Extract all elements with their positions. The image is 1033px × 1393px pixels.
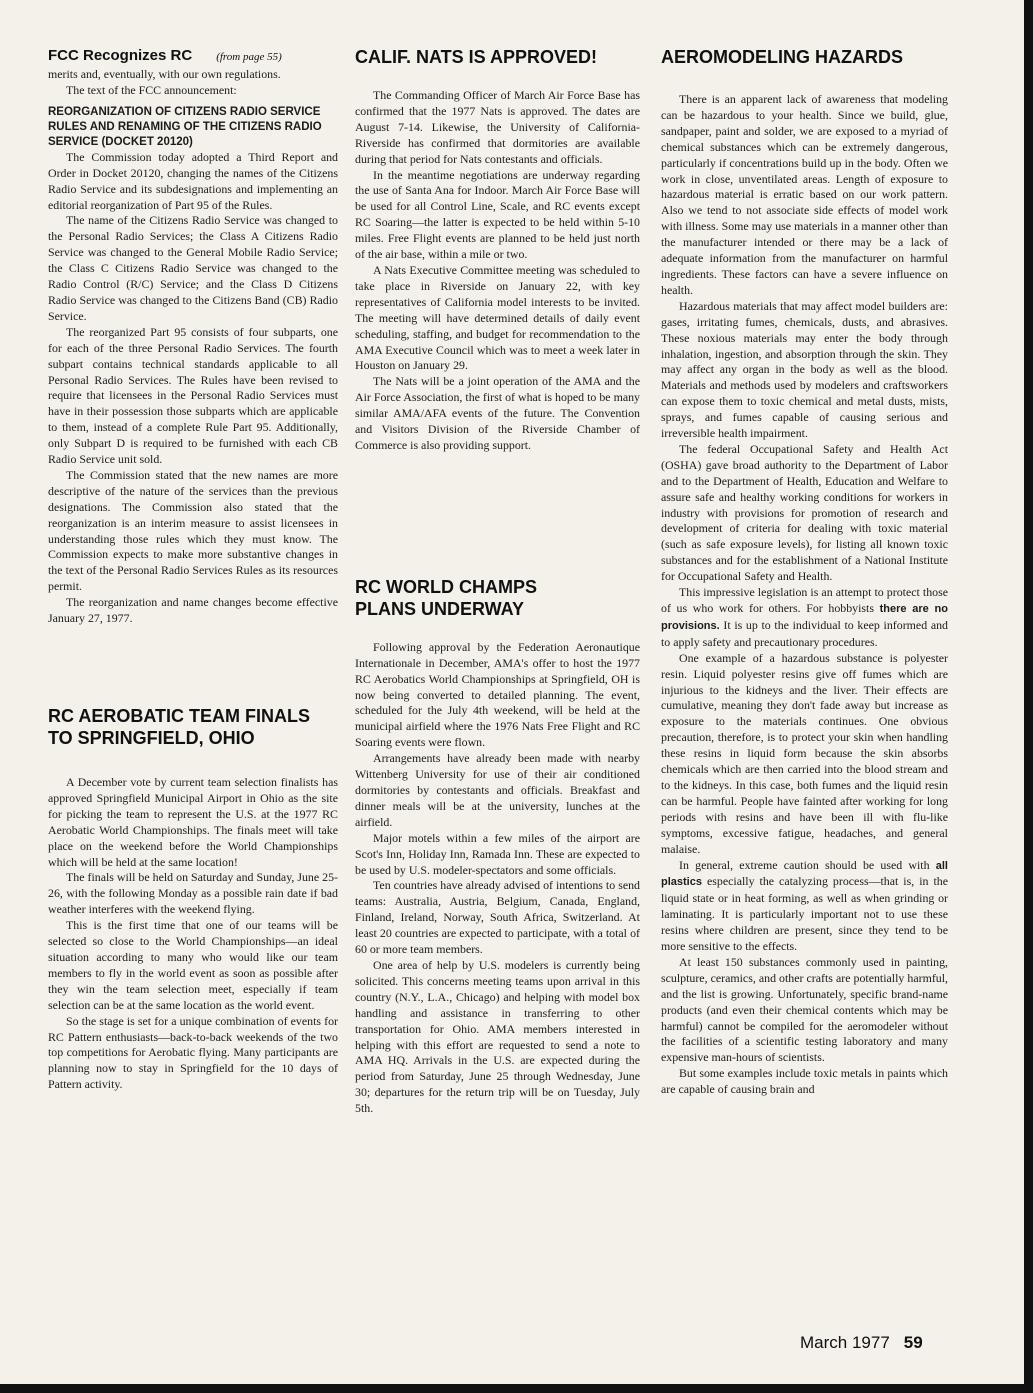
issue-date: March 1977: [800, 1333, 890, 1352]
nats-paragraph-4: The Nats will be a joint operation of the AMA and the Air Force Association, the first of what is hoped to be many similar AMA/AFA events of the future. The Convention and Visitors Division of the Riverside Chamber of Commerce is also providing support.: [355, 374, 640, 452]
fcc-paragraph-4: The reorganized Part 95 consists of four subparts, one for each of the three Personal Radio Services. The fourth subpart contains technical standards applicable to all Personal Radio Services. The Rules have been revised to require that licensees in the Personal Radio Services must have in their possession those subparts which are applicable to them, instead of a complete Rule Part 95. Additionally, only Subpart D is required to be furnished with each CB Radio Service unit sold.: [48, 324, 338, 467]
team-finals-title: RC AEROBATIC TEAM FINALS TO SPRINGFIELD, OHIO: [48, 706, 310, 748]
continued-from-note: (from page 55): [216, 51, 282, 63]
fcc-paragraph-6: The reorganization and name changes become effective January 27, 1977.: [48, 595, 338, 626]
fcc-paragraph-3: The name of the Citizens Radio Service was changed to the Personal Radio Services; the Class A Citizens Radio Service was changed to the General Mobile Radio Service; the Class C Citizens Radio Service was changed to the Radio Control (R/C) Service; and the Class D Citizens Radio Service was changed to the Citizens Band (CB) Radio Service.: [48, 213, 338, 323]
emphasis-all-plastics: all plastics: [661, 859, 948, 889]
column-right: [661, 46, 948, 1098]
hazards-paragraph-8: But some examples include toxic metals in paints which are capable of causing brain and: [661, 1066, 948, 1097]
nats-paragraph-1: The Commanding Officer of March Air Force Base has confirmed that the 1977 Nats is approved. The dates are August 7-14. Likewise, the University of California-Riverside has confirmed that dormitories are available during that period for Nats contestants and officials.: [355, 88, 640, 166]
hazards-paragraph-4: This impressive legislation is an attempt to protect those of us who work for others. For hobbyists there are no provisions. It is up to the individual to keep informed and to apply safety and precautionary procedures.: [661, 585, 948, 649]
hazards-paragraph-5: One example of a hazardous substance is polyester resin. Liquid polyester resins give off fumes which are injurious to the kidneys and the liver. Their effects are cumulative, meaning they don't fade away but increase as exposure to the materials continues. One obvious precaution, therefore, is to protect your skin when handling these resins in liquid form because the skin absorbs chemicals which are then carried into the blood stream and to the kidneys. In this case, both fumes and the liquid resin can be harmful. People have fainted after working for long periods with resins and have been ill with flu-like symptoms, excessive fatigue, headaches, and general malaise.: [661, 650, 948, 856]
nats-paragraph-3: A Nats Executive Committee meeting was scheduled to take place in Riverside on January 22, with key representatives of California model interests to be invited. The meeting will have determined details of daily event scheduling, staffing, and budget for recommendation to the AMA Executive Council which was to meet a week later in Houston on January 29.: [355, 262, 640, 373]
hazards-paragraph-3: The federal Occupational Safety and Health Act (OSHA) gave broad authority to the Department of Labor and to the Department of Health, Education and Welfare to assure safe and healthy working conditions for workers in industry with provisions for promotion of research and development of criteria for dealing with toxic material (such as safe exposure levels), for listing all known toxic substances and for the establishment of a National Institute for Occupational Safety and Health.: [661, 441, 948, 584]
column-left: [48, 46, 338, 1093]
column-middle: [355, 46, 640, 1117]
hazards-title: AEROMODELING HAZARDS: [661, 47, 903, 67]
team-paragraph-2: The finals will be held on Saturday and Sunday, June 25-26, with the following Monday as a possible rain date if bad weather interferes with the weekend flying.: [48, 870, 338, 917]
fcc-paragraph-1: The text of the FCC announcement:: [66, 82, 237, 97]
world-paragraph-3: Major motels within a few miles of the airport are Scot's Inn, Holiday Inn, Ramada Inn. These are expected to be used by U.S. modeler-spectators and some officials.: [355, 830, 640, 877]
page-number: 59: [903, 1333, 923, 1352]
fcc-article-title: FCC Recognizes RC (from page 55): [48, 47, 282, 64]
world-paragraph-4: Ten countries have already advised of intentions to send teams: Australia, Austria, Belgium, Canada, England, Finland, Ireland, Norway, South Africa, Switzerland. At least 20 countries are expected to participate, with a total of 60 or more team members.: [355, 878, 640, 957]
nats-paragraph-2: In the meantime negotiations are underway regarding the use of Santa Ana for Indoor. March Air Force Base will be used for all Control Line, Scale, and RC events except RC Soaring—the latter is expected to be held within 5-10 miles. Free Flight events are planned to be held just north of the air base, within a mile or two.: [355, 167, 640, 262]
nats-title: CALIF. NATS IS APPROVED!: [355, 47, 598, 67]
hazards-paragraph-7: At least 150 substances commonly used in painting, sculpture, ceramics, and other crafts are potentially harmful, and the list is growing. Unfortunately, specific brand-name products (and even their chemical contents which may be harmful) cannot be compiled for the aeromodeler without the facilities of a scientific testing laboratory and many expensive man-hours of scientists.: [661, 954, 948, 1065]
team-paragraph-3: This is the first time that one of our teams will be selected so close to the World Championships—an ideal situation according to many who would like our team members to fly in the world event as soon as possible after they win the team selection meet, especially if team selection can be at the same location as the world event.: [48, 918, 338, 1012]
team-paragraph-4: So the stage is set for a unique combination of events for RC Pattern enthusiasts—back-to-back weekends of the two top competitions for Aerobatic flying. Many participants are planning now to stay in Springfield for the 10 days of Pattern activity.: [48, 1013, 338, 1092]
fcc-intro: merits and, eventually, with our own regulations.: [48, 67, 281, 81]
team-paragraph-1: A December vote by current team selection finalists has approved Springfield Municipal Airport in Ohio as the site for picking the team to represent the U.S. at the 1977 RC Aerobatic World Championships. The finals meet will take place on the weekend before the World Championships which will be held at the same location!: [48, 775, 338, 869]
emphasis-no-provisions: there are no provisions.: [661, 603, 948, 632]
world-champs-title: RC WORLD CHAMPS PLANS UNDERWAY: [355, 576, 537, 619]
world-paragraph-2: Arrangements have already been made with nearby Wittenberg University for use of their air conditioned dormitories by contestants and officials. Breakfast and dinner meals will be at the university, lunches at the airfield.: [355, 751, 640, 829]
world-paragraph-1: Following approval by the Federation Aeronautique Internationale in December, AMA's offer to host the 1977 RC Aerobatics World Championships at Springfield, OH is now being converted to detailed planning. The event, scheduled for the July 4th weekend, will be held at the municipal airfield where the 1976 Nats Free Flight and RC Soaring events were flown.: [355, 639, 640, 750]
fcc-subhead: REORGANIZATION OF CITIZENS RADIO SERVICE RULES AND RENAMING OF THE CITIZENS RADIO SERVICE (DOCKET 20120): [48, 105, 322, 148]
fcc-paragraph-2: The Commission today adopted a Third Report and Order in Docket 20120, changing the names of the Citizens Radio Service and its subdesignations and implementing an editorial reorganization of Part 95 of the Rules.: [48, 149, 338, 212]
page-footer: [800, 1333, 923, 1353]
hazards-paragraph-1: There is an apparent lack of awareness that modeling can be hazardous to your health. Since we build, glue, sandpaper, paint and solder, we are exposed to a myriad of chemical substances which can be extremely dangerous, particularly if concentrations build up in the body. Often we work in close, unventilated areas. Length of exposure to hazardous material is erratic based on our work pattern. Also we tend to not associate side effects of model work with illness. Some may use materials in a manner other than the manufacturer intended or there may be a lack of adequate information from the manufacturer on harmful ingredients. These factors can have a severe influence on health.: [661, 92, 948, 297]
hazards-paragraph-6: In general, extreme caution should be used with all plastics especially the catalyzing process—that is, in the liquid state or in heat forming, as well as when grinding or laminating. It is particularly important not to use these resins where children are present, since they tend to be more sensitive to the effects.: [661, 857, 948, 954]
fcc-paragraph-5: The Commission stated that the new names are more descriptive of the nature of the services than the previous designations. The Commission also stated that the reorganization is an interim measure to assist licensees in understanding those rules which they must know. The Commission expects to make more substantive changes in the text of the Personal Radio Services Rules as its resources permit.: [48, 467, 338, 594]
hazards-paragraph-2: Hazardous materials that may affect model builders are: gases, irritating fumes, chemicals, dusts, and abrasives. These noxious materials may enter the body through inhalation, ingestion, and absorption through the skin. They may affect any organ in the body as well as the blood. Materials and methods used by modelers and craftsworkers can expose them to toxic chemical and metal dusts, mists, sprays, and fumes capable of causing serious and irreversible health impairment.: [661, 298, 948, 441]
world-paragraph-5: One area of help by U.S. modelers is currently being solicited. This concerns meeting teams upon arrival in this country (N.Y., L.A., Chicago) and helping with model box handling and assistance in transferring to other transportation for Ohio. AMA members interested in helping with this effort are requested to send a note to AMA HQ. Arrivals in the U.S. are expected during the period from Saturday, June 25 through Wednesday, June 30; departures for the return trip will be on Tuesday, July 5th.: [355, 957, 640, 1116]
